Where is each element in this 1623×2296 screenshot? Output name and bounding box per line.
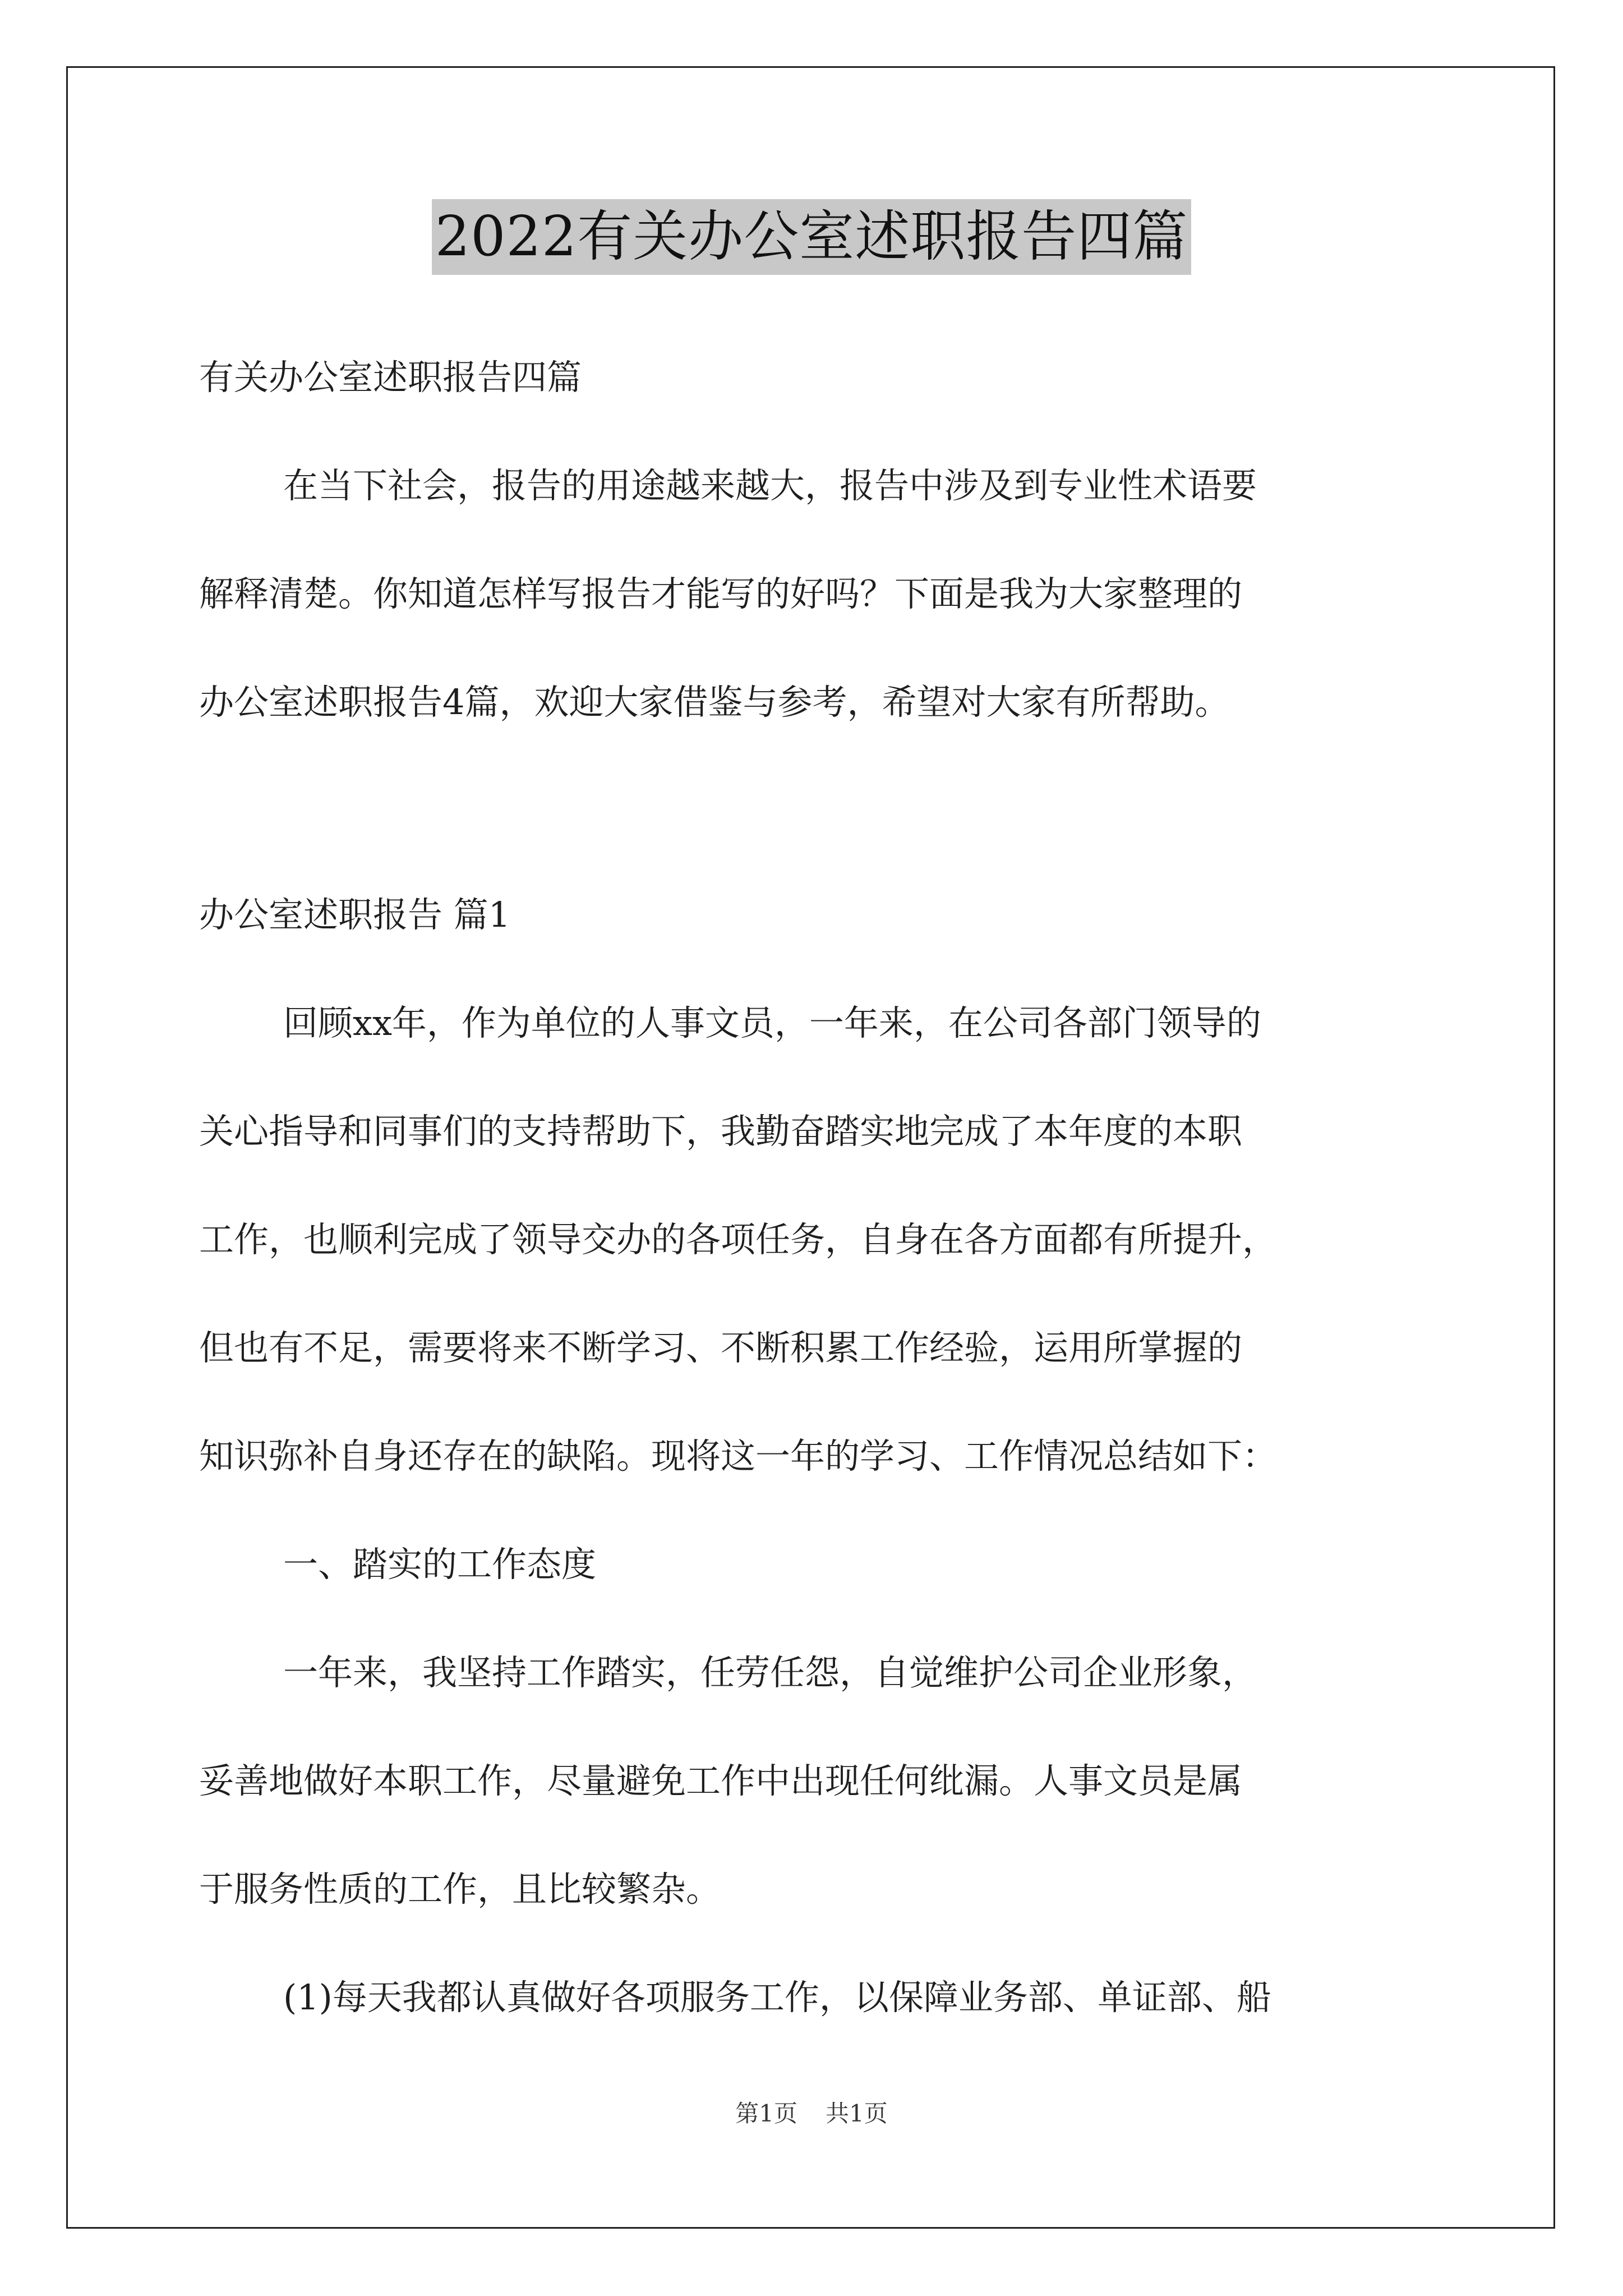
para1-line-1: 回顾xx年，作为单位的人事文员，一年来，在公司各部门领导的 <box>283 1002 1261 1043</box>
intro-line-1: 在当下社会，报告的用途越来越大，报告中涉及到专业性术语要 <box>283 465 1257 506</box>
para1-line-3: 工作，也顺利完成了领导交办的各项任务，自身在各方面都有所提升， <box>199 1219 1278 1260</box>
subheading: 一、踏实的工作态度 <box>283 1544 597 1585</box>
para2-line-2: 妥善地做好本职工作，尽量避免工作中出现任何纰漏。人事文员是属 <box>199 1760 1243 1801</box>
title-container <box>0 199 1623 275</box>
para1-line-5: 知识弥补自身还存在的缺陷。现将这一年的学习、工作情况总结如下： <box>199 1435 1278 1476</box>
document-subtitle: 有关办公室述职报告四篇 <box>199 357 582 398</box>
document-title: 2022有关办公室述职报告四篇 <box>432 199 1191 275</box>
para2-line-3: 于服务性质的工作，且比较繁杂。 <box>199 1869 721 1910</box>
page-number-total: 共1页 <box>826 2100 888 2127</box>
para1-line-2: 关心指导和同事们的支持帮助下，我勤奋踏实地完成了本年度的本职 <box>199 1111 1243 1152</box>
para2-line-1: 一年来，我坚持工作踏实，任劳任怨，自觉维护公司企业形象， <box>283 1652 1257 1693</box>
para3-line-1: (1)每天我都认真做好各项服务工作，以保障业务部、单证部、船 <box>283 1977 1271 2018</box>
intro-line-3: 办公室述职报告4篇，欢迎大家借鉴与参考，希望对大家有所帮助。 <box>199 682 1230 723</box>
intro-line-2: 解释清楚。你知道怎样写报告才能写的好吗？下面是我为大家整理的 <box>199 573 1243 614</box>
page-number-current: 第1页 <box>735 2100 797 2127</box>
page-footer <box>0 2095 1623 2129</box>
para1-line-4: 但也有不足，需要将来不断学习、不断积累工作经验，运用所掌握的 <box>199 1327 1243 1368</box>
section-heading: 办公室述职报告 篇1 <box>199 894 511 935</box>
